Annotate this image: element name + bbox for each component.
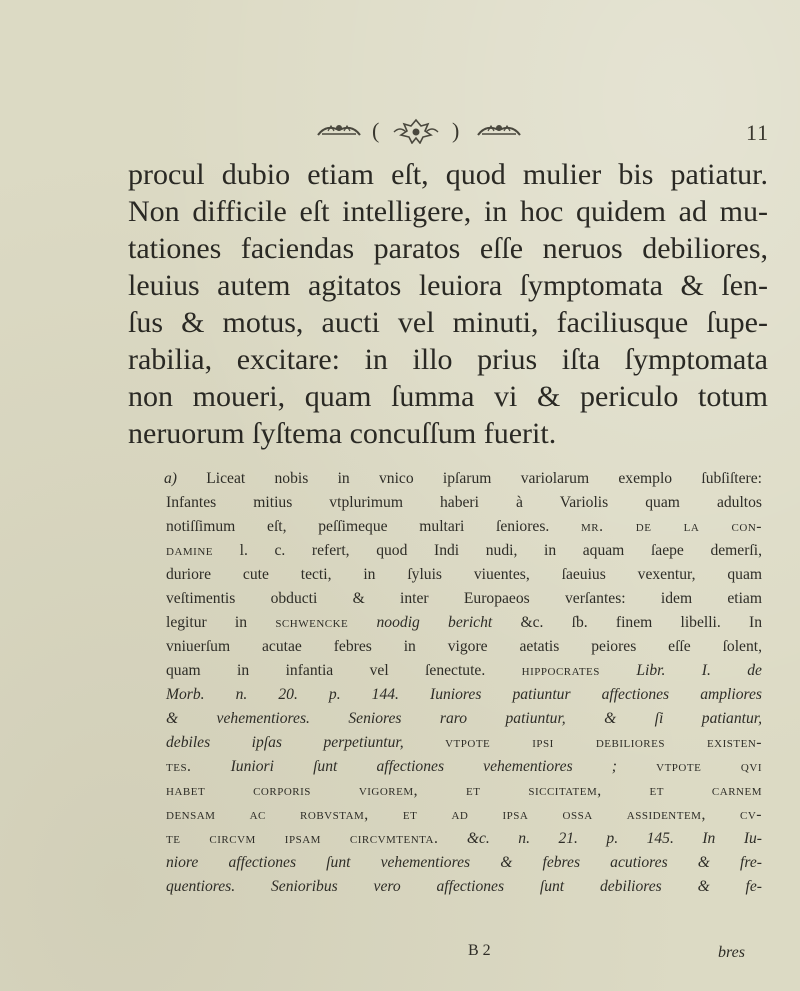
footnote-line	[166, 779, 762, 803]
author-name: schwencke	[275, 614, 349, 631]
quotation: & vehementiores. Seniores raro patiuntur, & ſi patiantur,	[166, 710, 762, 727]
footnote-line	[166, 611, 762, 635]
footnote-text: quam in infantia vel ſenectute.	[166, 662, 486, 679]
quotation: Iuniori ſunt affectiones vehementiores ;	[230, 758, 617, 775]
main-line: Non difficile eſt intelligere, in hoc quidem ad mu-	[128, 195, 768, 228]
quotation: Morb. n. 20. p. 144. Iuniores patiuntur affectiones ampliores	[166, 686, 762, 703]
ornament-crest-icon	[390, 118, 442, 144]
footnote-line	[166, 851, 762, 875]
footnote-line	[166, 875, 762, 899]
running-head	[0, 118, 800, 148]
main-paragraph	[128, 156, 768, 452]
footnote-text: vniuerſum acutae febres in vigore aetatis peiores eſſe ſolent,	[166, 638, 762, 655]
quotation: debiles ipſas perpetiuntur,	[166, 734, 404, 751]
footnote-line	[166, 515, 762, 539]
footnote-text: Infantes mitius vtplurimum haberi à Variolis quam adultos	[166, 494, 762, 511]
citation: &c. n. 21. p. 145. In Iu-	[466, 830, 762, 847]
page-number: 11	[746, 120, 770, 145]
main-line: ſus & motus, aucti vel minuti, faciliusque ſupe-	[128, 306, 768, 339]
footnote-line	[166, 707, 762, 731]
footnote-line	[166, 755, 762, 779]
footnote-line	[166, 563, 762, 587]
footnote	[166, 467, 762, 899]
footnote-line	[166, 731, 762, 755]
quotation-caps: te circvm ipsam circvmtenta.	[166, 830, 439, 847]
footnote-text: veſtimentis obducti & inter Europaeos verſantes: idem etiam	[166, 590, 762, 607]
footnote-line	[166, 683, 762, 707]
author-name: damine	[166, 542, 213, 559]
paren-close: )	[452, 118, 460, 143]
signature-mark: B 2	[468, 942, 491, 959]
footnote-line	[166, 827, 762, 851]
main-line: rabilia, excitare: in illo prius iſta ſymptomata	[128, 343, 768, 376]
quotation-caps: densam ac robvstam, et ad ipsa ossa assidentem, cv-	[166, 806, 762, 823]
footnote-text: Liceat nobis in vnico ipſarum variolarum exemplo ſubſiſtere:	[206, 470, 762, 487]
book-title: noodig bericht	[376, 614, 493, 631]
quotation-caps: vtpote ipsi debiliores existen-	[445, 734, 762, 751]
footnote-marker: a)	[164, 470, 177, 487]
footnote-line	[166, 803, 762, 827]
ornament-fleuron-right-icon	[476, 122, 522, 138]
quotation-caps: habet corporis vigorem, et siccitatem, et carnem	[166, 782, 762, 799]
footnote-line	[166, 539, 762, 563]
main-line: tationes faciendas paratos eſſe neruos debiliores,	[128, 232, 768, 265]
main-line: procul dubio etiam eſt, quod mulier bis patiatur.	[128, 158, 768, 191]
quotation-caps: tes.	[166, 758, 192, 775]
footnote-line	[166, 659, 762, 683]
footnote-line	[164, 467, 762, 491]
footnote-text: &c. ſb. finem libelli. In	[520, 614, 762, 631]
footnote-line	[166, 635, 762, 659]
footnote-line	[166, 491, 762, 515]
author-name: mr. de la con-	[581, 518, 762, 535]
author-name: hippocrates	[521, 662, 600, 679]
main-line: non moueri, quam ſumma vi & periculo totum	[128, 380, 768, 413]
footnote-text: l. c. refert, quod Indi nudi, in aquam ſaepe demerſi,	[239, 542, 762, 559]
citation: Libr. I. de	[636, 662, 762, 679]
main-line: leuius autem agitatos leuiora ſymptomata & ſen-	[128, 269, 768, 302]
quotation-caps: vtpote qvi	[656, 758, 762, 775]
quotation: niore affectiones ſunt vehementiores & febres acutiores & fre-	[166, 854, 762, 871]
footnote-text: legitur in	[166, 614, 248, 631]
footnote-text: notiſſimum eſt, peſſimeque multari ſeniores.	[166, 518, 550, 535]
quotation: quentiores. Senioribus vero affectiones ſunt debiliores & fe-	[166, 878, 762, 895]
footnote-line	[166, 587, 762, 611]
paren-open: (	[372, 118, 380, 143]
ornament-fleuron-left-icon	[316, 122, 362, 138]
catchword: bres	[718, 944, 745, 961]
main-line: neruorum ſyſtema concuſſum fuerit.	[128, 417, 557, 450]
footnote-text: duriore cute tecti, in ſyluis viuentes, ſaeuius vexentur, quam	[166, 566, 762, 583]
